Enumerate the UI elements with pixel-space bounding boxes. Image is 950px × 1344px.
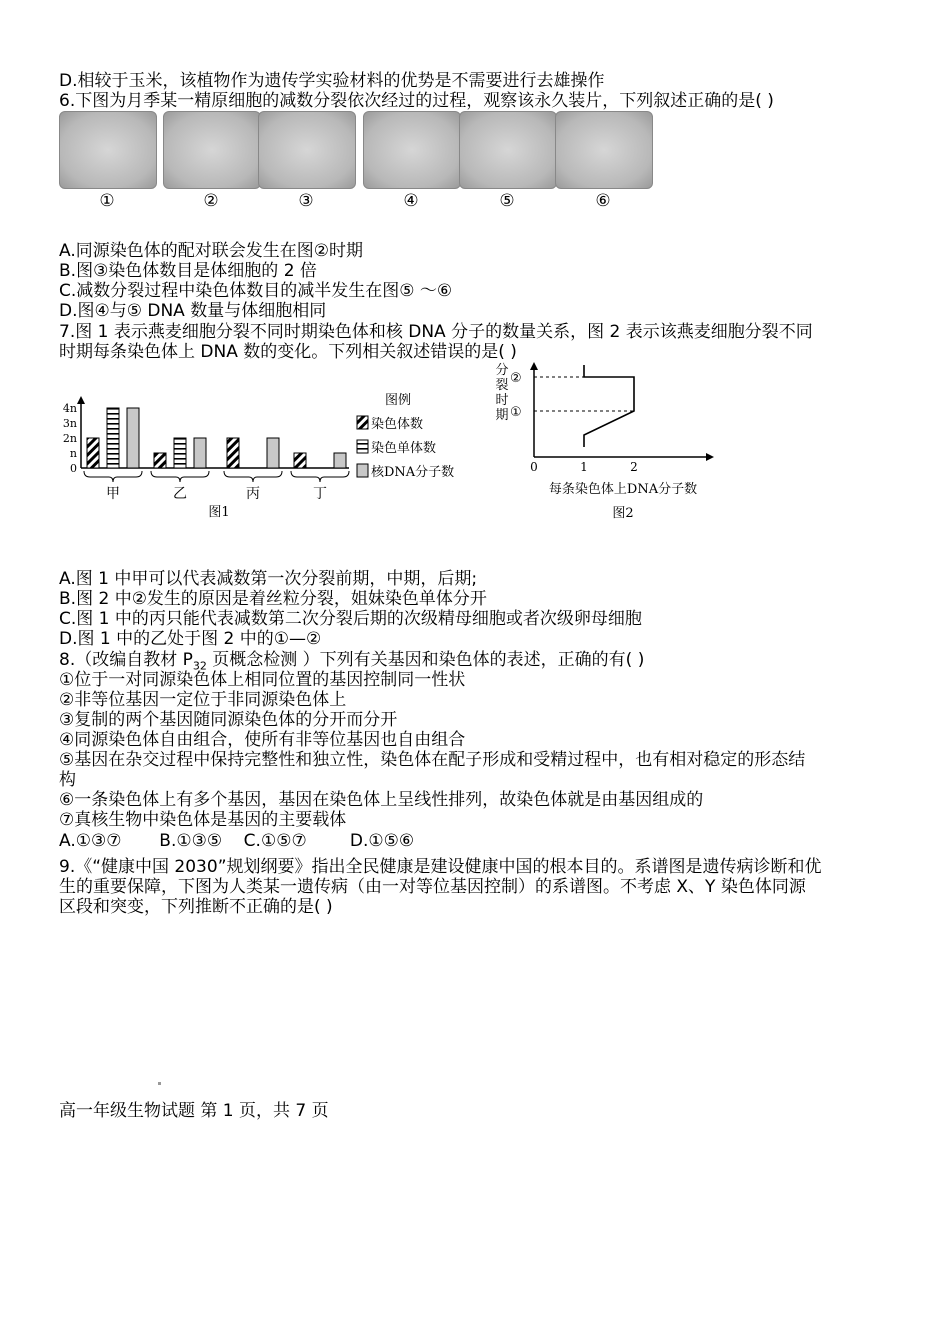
bar [127, 408, 139, 468]
q8-item-3: ③复制的两个基因随同源染色体的分开而分开 [59, 710, 398, 730]
q6-option-d: D.图④与⑤ DNA 数量与体细胞相同 [59, 301, 327, 321]
q8-page-sub: 32 [192, 659, 207, 673]
q6-option-a: A.同源染色体的配对联会发生在图②时期 [59, 241, 363, 261]
legend-label: 核DNA分子数 [371, 465, 455, 480]
legend-label: 染色体数 [371, 417, 424, 432]
group-brace [84, 471, 142, 482]
photo-label: ⑤ [499, 191, 515, 211]
group-brace [151, 471, 209, 482]
page-footer: 高一年级生物试题 第 1 页，共 7 页 [59, 1101, 329, 1121]
group-brace [291, 471, 349, 482]
marker-2-label: ② [510, 371, 522, 386]
category-label: 丁 [313, 486, 327, 502]
q8-item-2: ②非等位基因一定位于非同源染色体上 [59, 690, 347, 710]
x-axis-label: 每条染色体上DNA分子数 [548, 482, 698, 497]
q7-stem-1: 7.图 1 表示燕麦细胞分裂不同时期染色体和核 DNA 分子的数量关系，图 2 表示该燕麦细胞分裂不同 [59, 322, 813, 342]
q8-item-5b: 构 [59, 770, 76, 790]
cell-photo [163, 111, 261, 189]
bar [334, 453, 346, 468]
legend-swatch [357, 440, 368, 453]
cell-photo [363, 111, 461, 189]
photo-label: ① [99, 191, 115, 211]
category-label: 乙 [173, 486, 187, 502]
cell-photos [59, 111, 649, 211]
q6-option-c: C.减数分裂过程中染色体数目的减半发生在图⑤ ～⑥ [59, 281, 453, 301]
q7-stem-2: 时期每条染色体上 DNA 数的变化。下列相关叙述错误的是( ) [59, 342, 517, 362]
figure-title: 图2 [612, 506, 634, 521]
group-brace [224, 471, 282, 482]
bar [154, 453, 166, 468]
y-label-char: 分 [495, 363, 509, 378]
stray-dot [158, 1082, 161, 1085]
y-label-char: 时 [495, 393, 509, 408]
x-tick-label: 2 [630, 460, 638, 474]
figure-1-bar-chart [59, 388, 499, 528]
photo-label: ② [203, 191, 219, 211]
cell-photo [59, 111, 157, 189]
dna-curve [584, 365, 634, 447]
legend-swatch [357, 416, 368, 429]
q8-item-7: ⑦真核生物中染色体是基因的主要载体 [59, 810, 347, 830]
y-axis-arrow [77, 396, 85, 404]
q8-item-1: ①位于一对同源染色体上相同位置的基因控制同一性状 [59, 670, 466, 690]
photo-label: ⑥ [595, 191, 611, 211]
y-tick-label: n [69, 447, 77, 460]
q6-option-b: B.图③染色体数目是体细胞的 2 倍 [59, 261, 317, 281]
q6-stem: 6.下图为月季某一精原细胞的减数分裂依次经过的过程，观察该永久装片，下列叙述正确的是( ) [59, 91, 774, 111]
bar [107, 408, 119, 468]
bar [267, 438, 279, 468]
q7-option-b: B.图 2 中②发生的原因是着丝粒分裂，姐妹染色单体分开 [59, 589, 487, 609]
q5-option-d: D.相较于玉米，该植物作为遗传学实验材料的优势是不需要进行去雄操作 [59, 71, 605, 91]
bar [194, 438, 206, 468]
q8-stem-post: 页概念检测 ）下列有关基因和染色体的表述，正确的有( ) [206, 650, 645, 670]
category-label: 丙 [246, 486, 260, 502]
q7-option-c: C.图 1 中的丙只能代表减数第二次分裂后期的次级精母细胞或者次级卵母细胞 [59, 609, 642, 629]
y-label-char: 期 [495, 408, 509, 423]
cell-photo [258, 111, 356, 189]
q8-item-5a: ⑤基因在杂交过程中保持完整性和独立性，染色体在配子形成和受精过程中，也有相对稳定的形态结 [59, 750, 806, 770]
y-tick-label: 4n [62, 402, 77, 415]
q7-option-a: A.图 1 中甲可以代表减数第一次分裂前期，中期，后期; [59, 569, 478, 589]
cell-photo [555, 111, 653, 189]
bar [87, 438, 99, 468]
q8-item-6: ⑥一条染色体上有多个基因，基因在染色体上呈线性排列，故染色体就是由基因组成的 [59, 790, 704, 810]
x-tick-label: 0 [530, 460, 538, 474]
bar [294, 453, 306, 468]
q9-stem-2: 生的重要保障，下图为人类某一遗传病（由一对等位基因控制）的系谱图。不考虑 X、Y 染色体同源 [59, 877, 806, 897]
y-tick-label: 2n [62, 432, 77, 445]
legend-label: 染色单体数 [371, 441, 437, 456]
q7-option-d: D.图 1 中的乙处于图 2 中的①—② [59, 629, 322, 649]
y-tick-label: 3n [62, 417, 77, 430]
legend-title: 图例 [385, 393, 412, 408]
y-tick-label: 0 [70, 462, 77, 475]
y-axis-arrow [530, 362, 538, 370]
q8-item-4: ④同源染色体自由组合，使所有非等位基因也自由组合 [59, 730, 466, 750]
q8-options: A.①③⑦ B.①③⑤ C.①⑤⑦ D.①⑤⑥ [59, 831, 415, 851]
category-label: 甲 [106, 486, 120, 502]
q9-stem-3: 区段和突变，下列推断不正确的是( ) [59, 897, 333, 917]
marker-1-label: ① [510, 405, 522, 420]
bar [227, 438, 239, 468]
legend-swatch [357, 464, 368, 477]
photo-label: ③ [298, 191, 314, 211]
photo-label: ④ [403, 191, 419, 211]
figure-2-line-chart [488, 360, 728, 525]
x-axis-arrow [706, 453, 714, 461]
q8-stem-pre: 8.（改编自教材 P [59, 650, 193, 670]
q9-stem-1: 9.《“健康中国 2030”规划纲要》指出全民健康是建设健康中国的根本目的。系谱图是遗传病诊断和优 [59, 857, 822, 877]
cell-photo [459, 111, 557, 189]
y-label-char: 裂 [495, 378, 509, 393]
x-tick-label: 1 [580, 460, 588, 474]
figure-title: 图1 [208, 505, 230, 520]
bar [174, 438, 186, 468]
